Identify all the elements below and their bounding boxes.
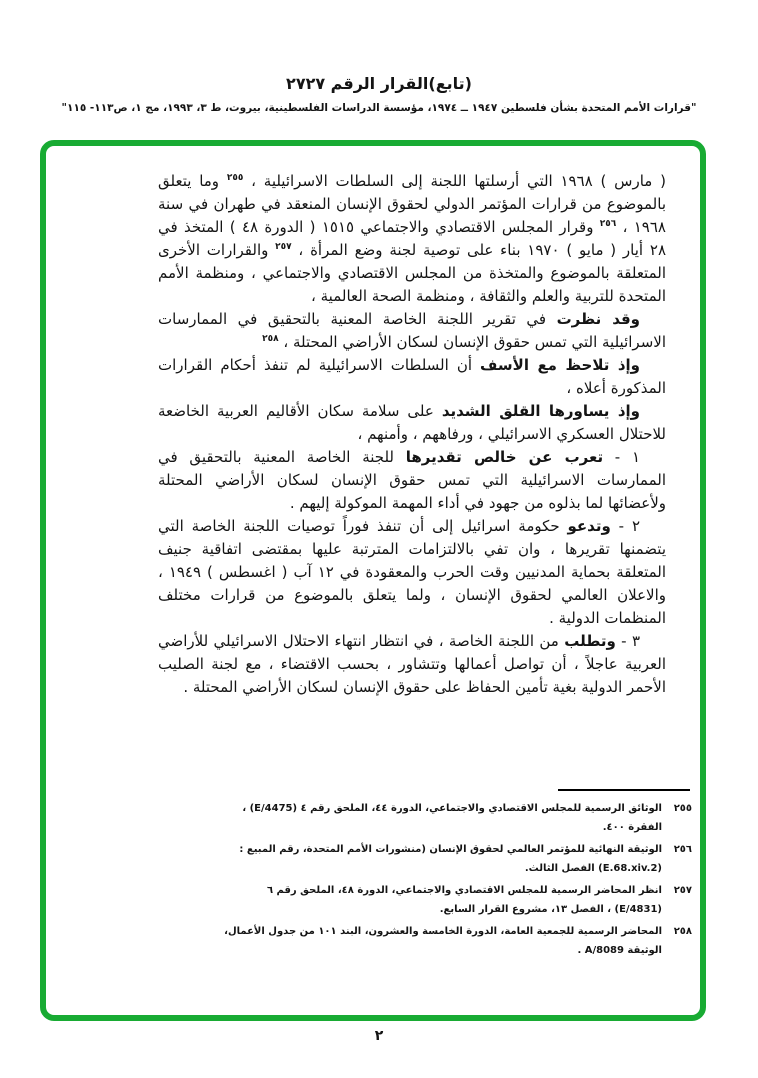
text-segment: للجنة الخاصة المعنية بالتحقيق في الممارسات الاسرائيلية التي تمس حقوق الإنسان لسكان الأراضي المحتلة ولأعضائها لما بذلوه من جهود في أداء المهمة الموكولة إليهم . [158, 448, 666, 512]
footnote-reference: ٢٥٧ [275, 242, 292, 252]
footnote-text: الوثائق الرسمية للمجلس الاقتصادي والاجتماعي، الدورة ٤٤، الملحق رقم ٤ (‎E/4475‎) ، الفقرة ٤٠٠. [242, 803, 662, 833]
text-segment: في تقرير اللجنة الخاصة المعنية بالتحقيق في الممارسات الاسرائيلية التي تمس حقوق الإنسان لسكان الأراضي المحتلة ، [158, 310, 666, 351]
footnotes-block [172, 799, 692, 963]
body-paragraph [158, 354, 666, 400]
footnote-reference: ٢٥٥ [226, 173, 244, 183]
resolution-title: (تابع)القرار الرقم ٢٧٢٧ [286, 74, 472, 93]
page-number: ٢ [374, 1028, 384, 1044]
body-paragraph [158, 170, 666, 308]
text-segment: وتدعو [567, 517, 611, 535]
footnote-number: ٢٥٦ [673, 844, 692, 855]
footnote-item [172, 922, 692, 960]
footnote-text: انظر المحاضر الرسمية للمجلس الاقتصادي والاجتماعي، الدورة ٤٨، الملحق رقم ٦ (‎E/4831‎) ، الفصل ١٣، مشروع القرار السابع. [266, 885, 662, 915]
body-paragraph [158, 446, 666, 515]
footnote-separator-rule [558, 789, 690, 791]
text-segment: وقد نظرت [556, 310, 641, 328]
text-segment: أن السلطات الاسرائيلية لم تنفذ أحكام القرارات المذكورة أعلاه ، [158, 356, 666, 397]
body-paragraph [158, 308, 666, 354]
footnote-number: ٢٥٧ [673, 885, 692, 896]
footnote-reference: ٢٥٦ [599, 219, 617, 229]
text-segment: من اللجنة الخاصة ، في انتظار انتهاء الاحتلال الاسرائيلي للأراضي العربية عاجلاً ، أن تواصل أعمالها وتتشاور ، بحسب الاقتضاء ، مع لجنة الصليب الأحمر الدولية بغية تأمين الحفاظ على حقوق الإنسان لسكان الأراضي المحتلة . [158, 632, 666, 696]
footnote-item [172, 840, 692, 878]
body-text [158, 170, 666, 699]
text-segment: ٣ - [615, 632, 640, 650]
text-segment: ( مارس ) ١٩٦٨ التي أرسلتها اللجنة إلى السلطات الاسرائيلية ، [243, 172, 666, 190]
footnote-item [172, 799, 692, 837]
text-segment: على سلامة سكان الأقاليم العربية الخاضعة للاحتلال العسكري الاسرائيلي ، ورفاههم ، وأمنهم ، [158, 402, 666, 443]
text-segment: ١ - [603, 448, 640, 466]
source-citation: "قرارات الأمم المتحدة بشأن فلسطين ١٩٤٧ ــ ١٩٧٤، مؤسسة الدراسات الفلسطينية، بيروت، ط ٣، ١٩٩٣، مج ١، ص١١٣- ١١٥" [61, 102, 697, 114]
text-segment: وما يتعلق بالموضوع من قرارات المؤتمر الدولي لحقوق الإنسان المنعقد في طهران في سنة ١٩٦٨ ، [158, 172, 666, 236]
footnote-text: المحاضر الرسمية للجمعية العامة، الدورة الخامسة والعشرون، البند ١٠١ من جدول الأعمال، الوثيقة ‎A/8089‎ . [224, 926, 662, 956]
text-segment: والقرارات الأخرى المتعلقة بالموضوع والمتخذة من المجلس الاقتصادي والاجتماعي ، ومنظمة الأمم المتحدة للتربية والعلم والثقافة ، ومنظمة الصحة العالمية ، [158, 241, 666, 305]
body-paragraph [158, 630, 666, 699]
footnote-reference: ٢٥٨ [262, 334, 279, 344]
text-segment: وتطلب [564, 632, 616, 650]
footnote-text: الوثيقة النهائية للمؤتمر العالمي لحقوق الإنسان (منشورات الأمم المتحدة، رقم المبيع : (‎E.68.xiv.2‎) الفصل الثالث. [239, 844, 662, 874]
body-paragraph [158, 400, 666, 446]
text-segment: تعرب عن خالص تقديرها [405, 448, 604, 466]
footnote-item [172, 881, 692, 919]
page-header [0, 74, 758, 114]
text-segment: وإذ يساورها القلق الشديد [441, 402, 640, 420]
text-segment: وإذ تلاحظ مع الأسف [480, 356, 640, 374]
text-segment: وقرار المجلس الاقتصادي والاجتماعي ١٥١٥ ( الدورة ٤٨ ) المتخذ في ٢٨ أيار ( مايو ) ١٩٧٠ بناء على توصية لجنة وضع المرأة ، [158, 218, 667, 259]
footnote-number: ٢٥٥ [673, 803, 692, 814]
body-paragraph [158, 515, 666, 630]
footnote-number: ٢٥٨ [673, 926, 692, 937]
text-segment: ٢ - [610, 517, 640, 535]
text-segment: حكومة اسرائيل إلى أن تنفذ فوراً توصيات اللجنة الخاصة التي يتضمنها تقريرها ، وان تفي بالالتزامات المترتبة عليها بمقتضى اتفاقية جنيف المتعلقة بحماية المدنيين وقت الحرب والمعقودة في ١٢ آب ( اغسطس ) ١٩٤٩ ، والاعلان العالمي لحقوق الإنسان ، ولما يتعلق بالموضوع من قرارات مختلف المنظمات الدولية . [158, 517, 667, 627]
